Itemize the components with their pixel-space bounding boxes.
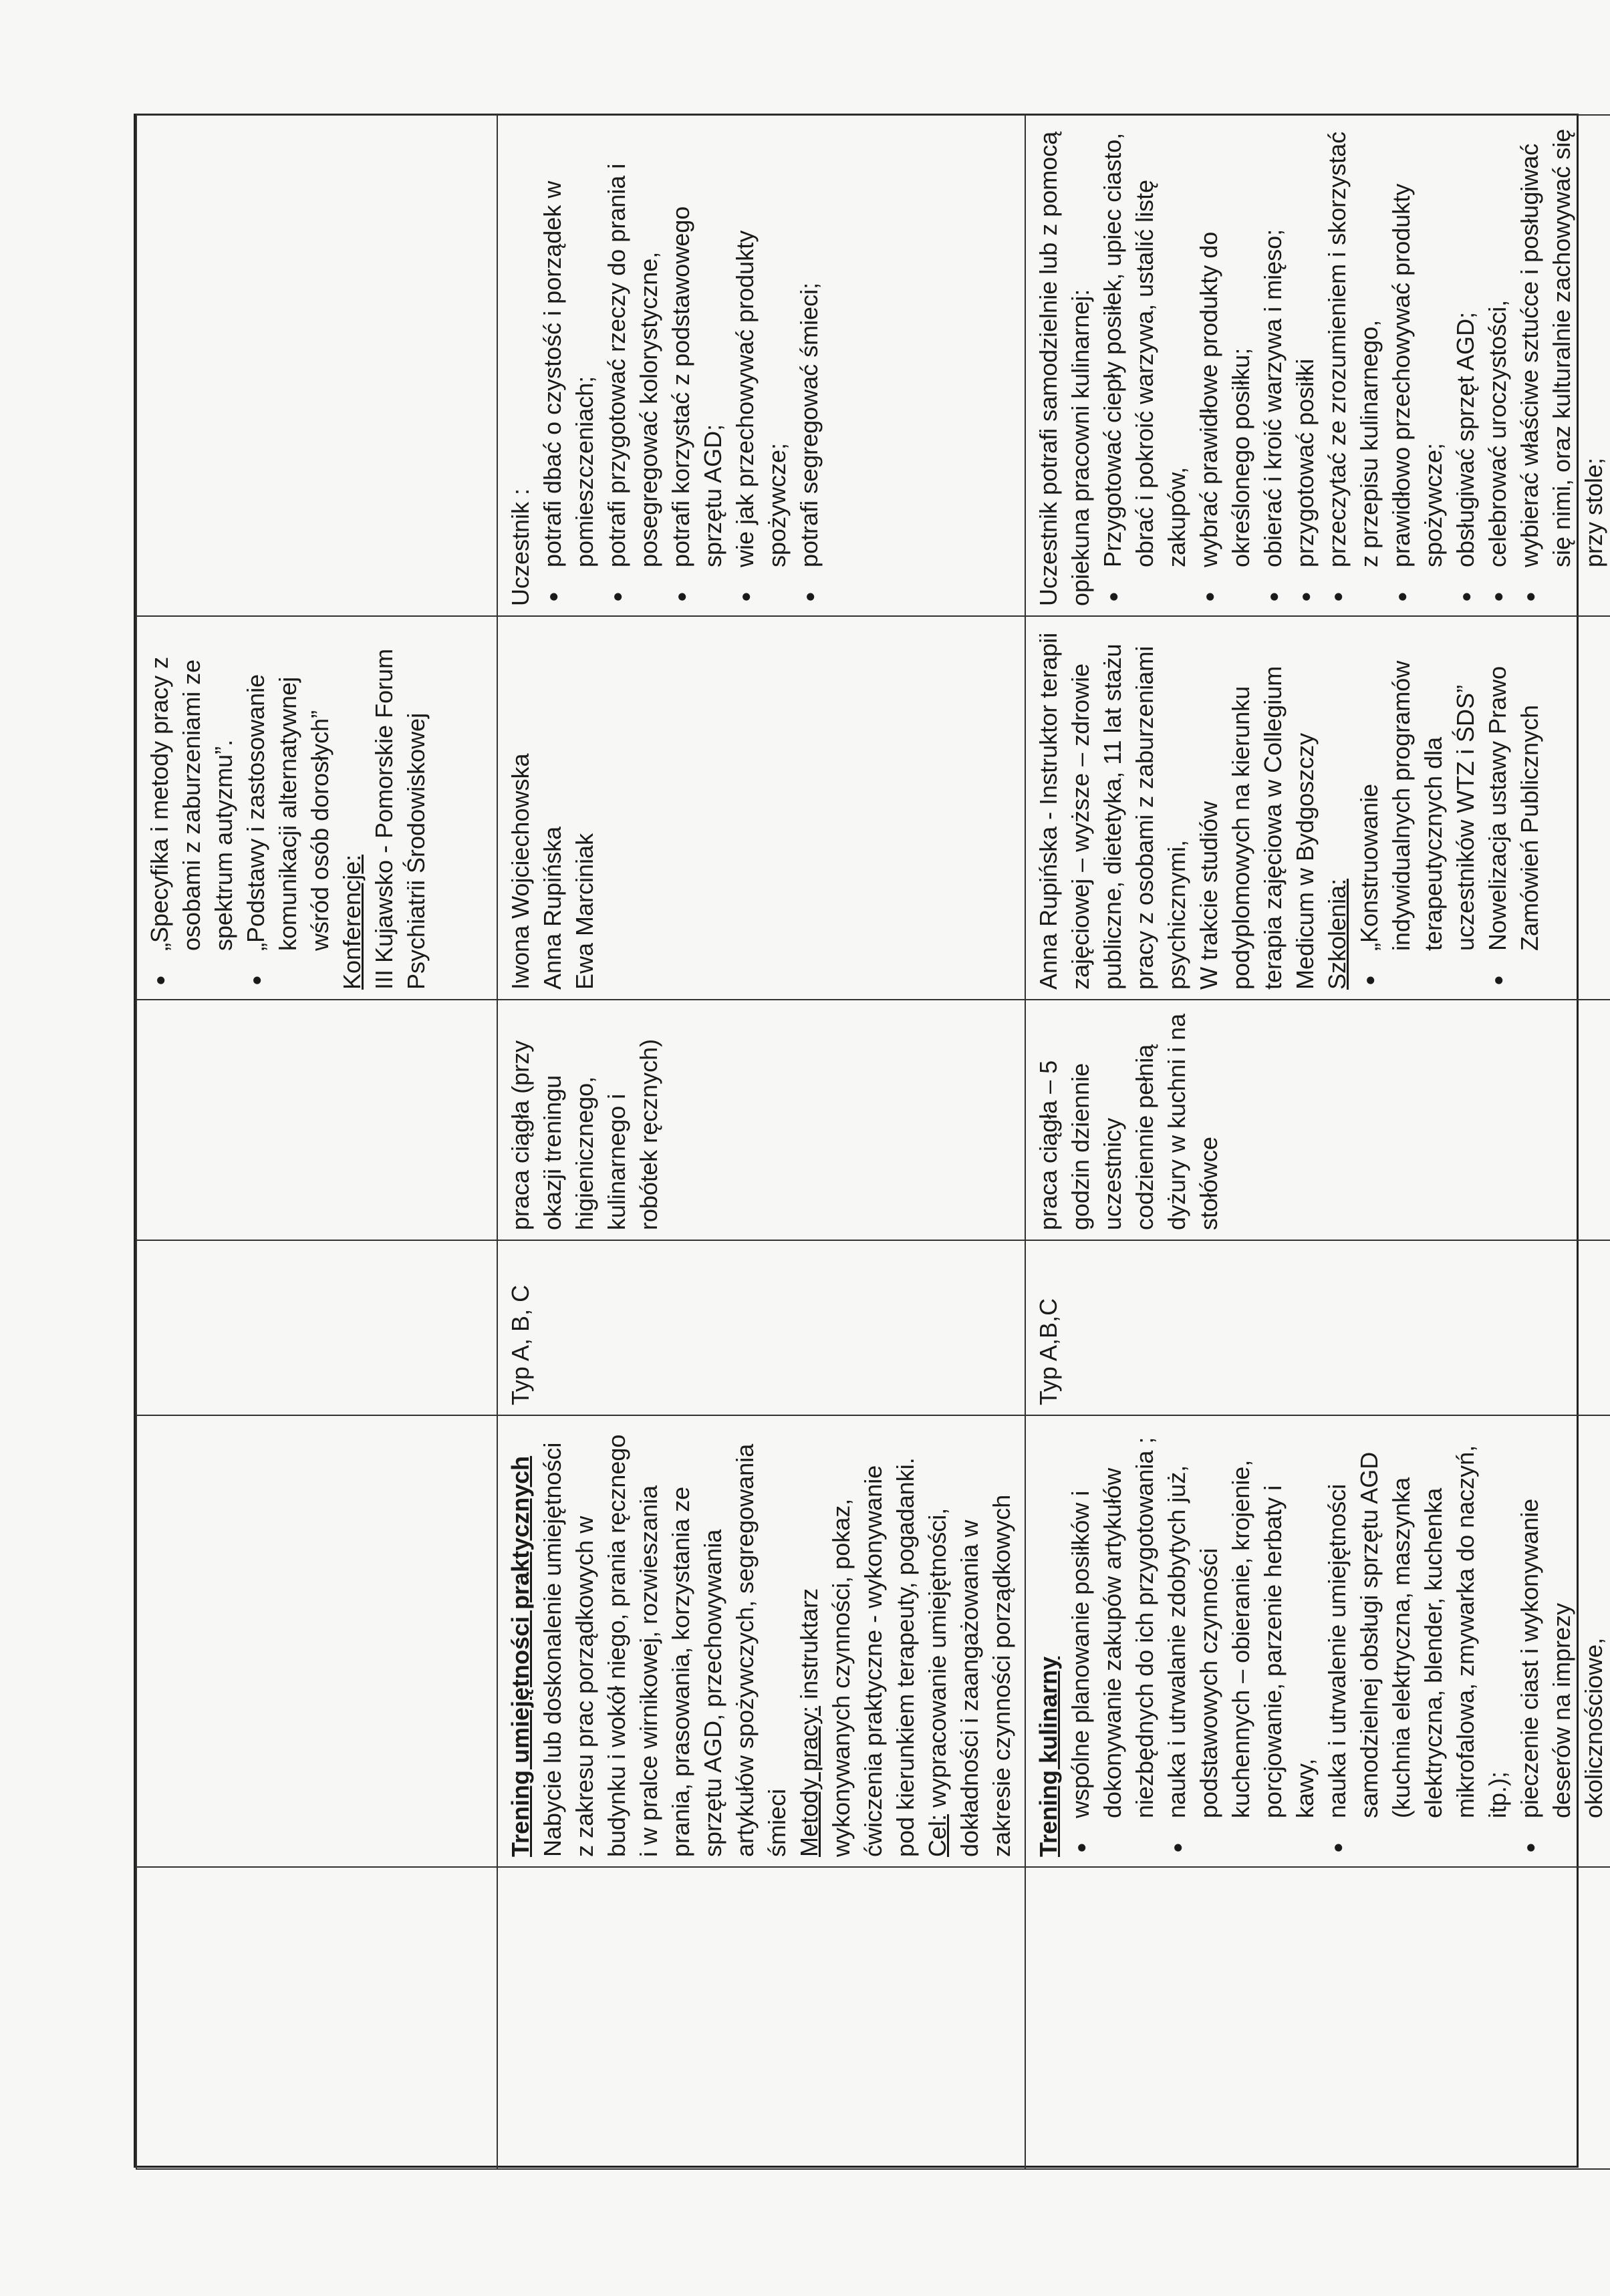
list-item: ● potrafi przygotować rzeczy do prania i posegregować kolorystyczne, (601, 125, 665, 606)
list-item: ● potrafi segregować śmieci; (793, 125, 825, 606)
cell-empty (497, 1867, 1025, 2169)
list-item: ● pieczenie ciast i wykonywanie deserów na imprezy okolicznościowe, (1514, 1425, 1610, 1857)
cell-empty (136, 1000, 497, 1240)
training-heading: Szkolenia: (1323, 878, 1351, 990)
cell-type: Typ A, B, C (497, 1240, 1025, 1415)
list-item: ● Nowelizacja ustawy Prawo Zamówień Publicznych (1482, 626, 1546, 990)
outcomes-lead: Uczestnik potrafi samodzielnie lub z pomocą opiekuna pracowni kulinarnej: (1035, 131, 1094, 606)
table-row (1025, 115, 1610, 2169)
cell-outcomes (497, 115, 1025, 616)
list-item: ● potrafi korzystać z podstawowego sprzętu AGD; (665, 125, 729, 606)
cell-staff (497, 616, 1025, 1000)
list-item: ● potrafi dbać o czystość i porządek w pomieszczeniach; (537, 125, 601, 606)
list-item: ● wie jak przechowywać produkty spożywcze; (729, 125, 793, 606)
outcomes-list (537, 125, 825, 606)
cell-empty (136, 115, 497, 616)
methods-label: Metody pracy: (795, 1705, 823, 1857)
cell-type: Typ A,B,C (1025, 1240, 1610, 1415)
goal-text: wypracowanie umiejętności, dokładności i zaangażowania w zakresie czynności porządkowych (924, 1494, 1015, 1857)
list-item: ● „Specyfika i metody pracy z osobami z zaburzeniami ze spektrum autyzmu”. (144, 626, 240, 990)
table-row (497, 115, 1025, 2169)
methods-line (793, 1425, 922, 1857)
activity-table (136, 114, 1610, 2170)
staff-name: Ewa Marciniak (571, 833, 598, 990)
staff-name: Iwona Wojciechowska (507, 753, 534, 990)
document-frame (134, 114, 1607, 2168)
rotated-table-wrapper (136, 116, 1607, 2170)
list-item: ● przygotować posiłki (1289, 125, 1321, 606)
section-title: Trening kulinarny (1035, 1656, 1062, 1857)
cell-program (1025, 1415, 1610, 1867)
list-item: ● celebrować uroczystości, (1482, 125, 1514, 606)
conference-text: III Kujawsko - Pomorskie Forum Psychiatrii Środowiskowej (370, 648, 430, 990)
cell-outcomes (1025, 115, 1610, 616)
conference-heading: Konferencje: (338, 854, 366, 990)
list-item: ● obsługiwać sprzęt AGD; (1450, 125, 1482, 606)
list-item: ● „Podstawy i zastosowanie komunikacji alternatywnej wśród osób dorosłych” (240, 626, 336, 990)
cell-staff (1025, 616, 1610, 1000)
cell-program (497, 1415, 1025, 1867)
list-item: ● „Konstruowanie indywidualnych programów terapeutycznych dla uczestników WTZ i ŚDS” (1353, 626, 1482, 990)
program-list (1065, 1425, 1610, 1857)
cell-empty (136, 1415, 497, 1867)
goal-label: Cel: (924, 1814, 951, 1857)
list-item: ● wybierać właściwe sztućce i posługiwać się nimi, oraz kulturalnie zachowywać się przy stole; (1514, 125, 1610, 606)
cell-schedule: praca ciągła – 5 godzin dziennie uczestnicy codziennie pełnią dyżury w kuchni i na stołówce (1025, 1000, 1610, 1240)
table-row (136, 115, 497, 2169)
cell-empty (1025, 1867, 1610, 2169)
training-list (1353, 626, 1546, 990)
outcomes-lead: Uczestnik : (507, 488, 534, 606)
cell-empty (136, 1867, 497, 2169)
cell-staff-continuation (136, 616, 497, 1000)
list-item: ● wspólne planowanie posiłków i dokonywanie zakupów artykułów niezbędnych do ich przygotowania ; (1065, 1425, 1161, 1857)
list-item: ● prawidłowo przechowywać produkty spożywcze; (1385, 125, 1450, 606)
staff-description: Anna Rupińska - Instruktor terapii zajęciowej – wyższe – zdrowie publiczne, dietetyka, 11 lat stażu pracy z osobami z zaburzeniami psychicznymi, (1035, 632, 1190, 990)
list-item: ● nauka i utrwalanie zdobytych już, podstawowych czynności kuchennych – obieranie, krojenie, porcjowanie, parzenie herbaty i kawy, (1161, 1425, 1321, 1857)
list-item: ● obierać i kroić warzywa i mięso; (1257, 125, 1289, 606)
staff-description-2: W trakcie studiów podyplomowych na kierunku terapia zajęciowa w Collegium Medicum w Bydgoszczy (1195, 666, 1319, 990)
staff-name: Anna Rupińska (539, 826, 566, 990)
list-item: ● nauka i utrwalenie umiejętności samodzielnej obsługi sprzętu AGD (kuchnia elektryczna, maszynka elektryczna, blender, kuchenka mikrofalowa, zmywarka do naczyń, itp.); (1321, 1425, 1514, 1857)
section-title: Trening umiejętności praktycznych (507, 1455, 534, 1857)
cell-schedule: praca ciągła (przy okazji treningu higienicznego, kulinarnego i robótek ręcznych) (497, 1000, 1025, 1240)
cell-empty (136, 1240, 497, 1415)
list-item: ● przeczytać ze zrozumieniem i skorzystać z przepisu kulinarnego, (1321, 125, 1385, 606)
methods-text: instruktarz wykonywanych czynności, pokaz, ćwiczenia praktyczne - wykonywanie pod kierunkiem terapeuty, pogadanki. (795, 1457, 919, 1857)
outcomes-list (1097, 125, 1610, 606)
list-item: ● wybrać prawidłowe produkty do określonego posiłku; (1193, 125, 1257, 606)
section-intro: Nabycie lub doskonalenie umiejętności z zakresu prac porządkowych w budynku i wokół niego, prania ręcznego i w pralce wirnikowej, rozwieszania prania, prasowania, korzystania ze sprzętu AGD, przechowywania artykułów spożywczych, segregowania śmieci (539, 1434, 791, 1857)
training-list (144, 626, 336, 990)
goal-line (922, 1425, 1018, 1857)
list-item: ● Przygotować ciepły posiłek, upiec ciasto, obrać i pokroić warzywa, ustalić listę zakupów, (1097, 125, 1193, 606)
